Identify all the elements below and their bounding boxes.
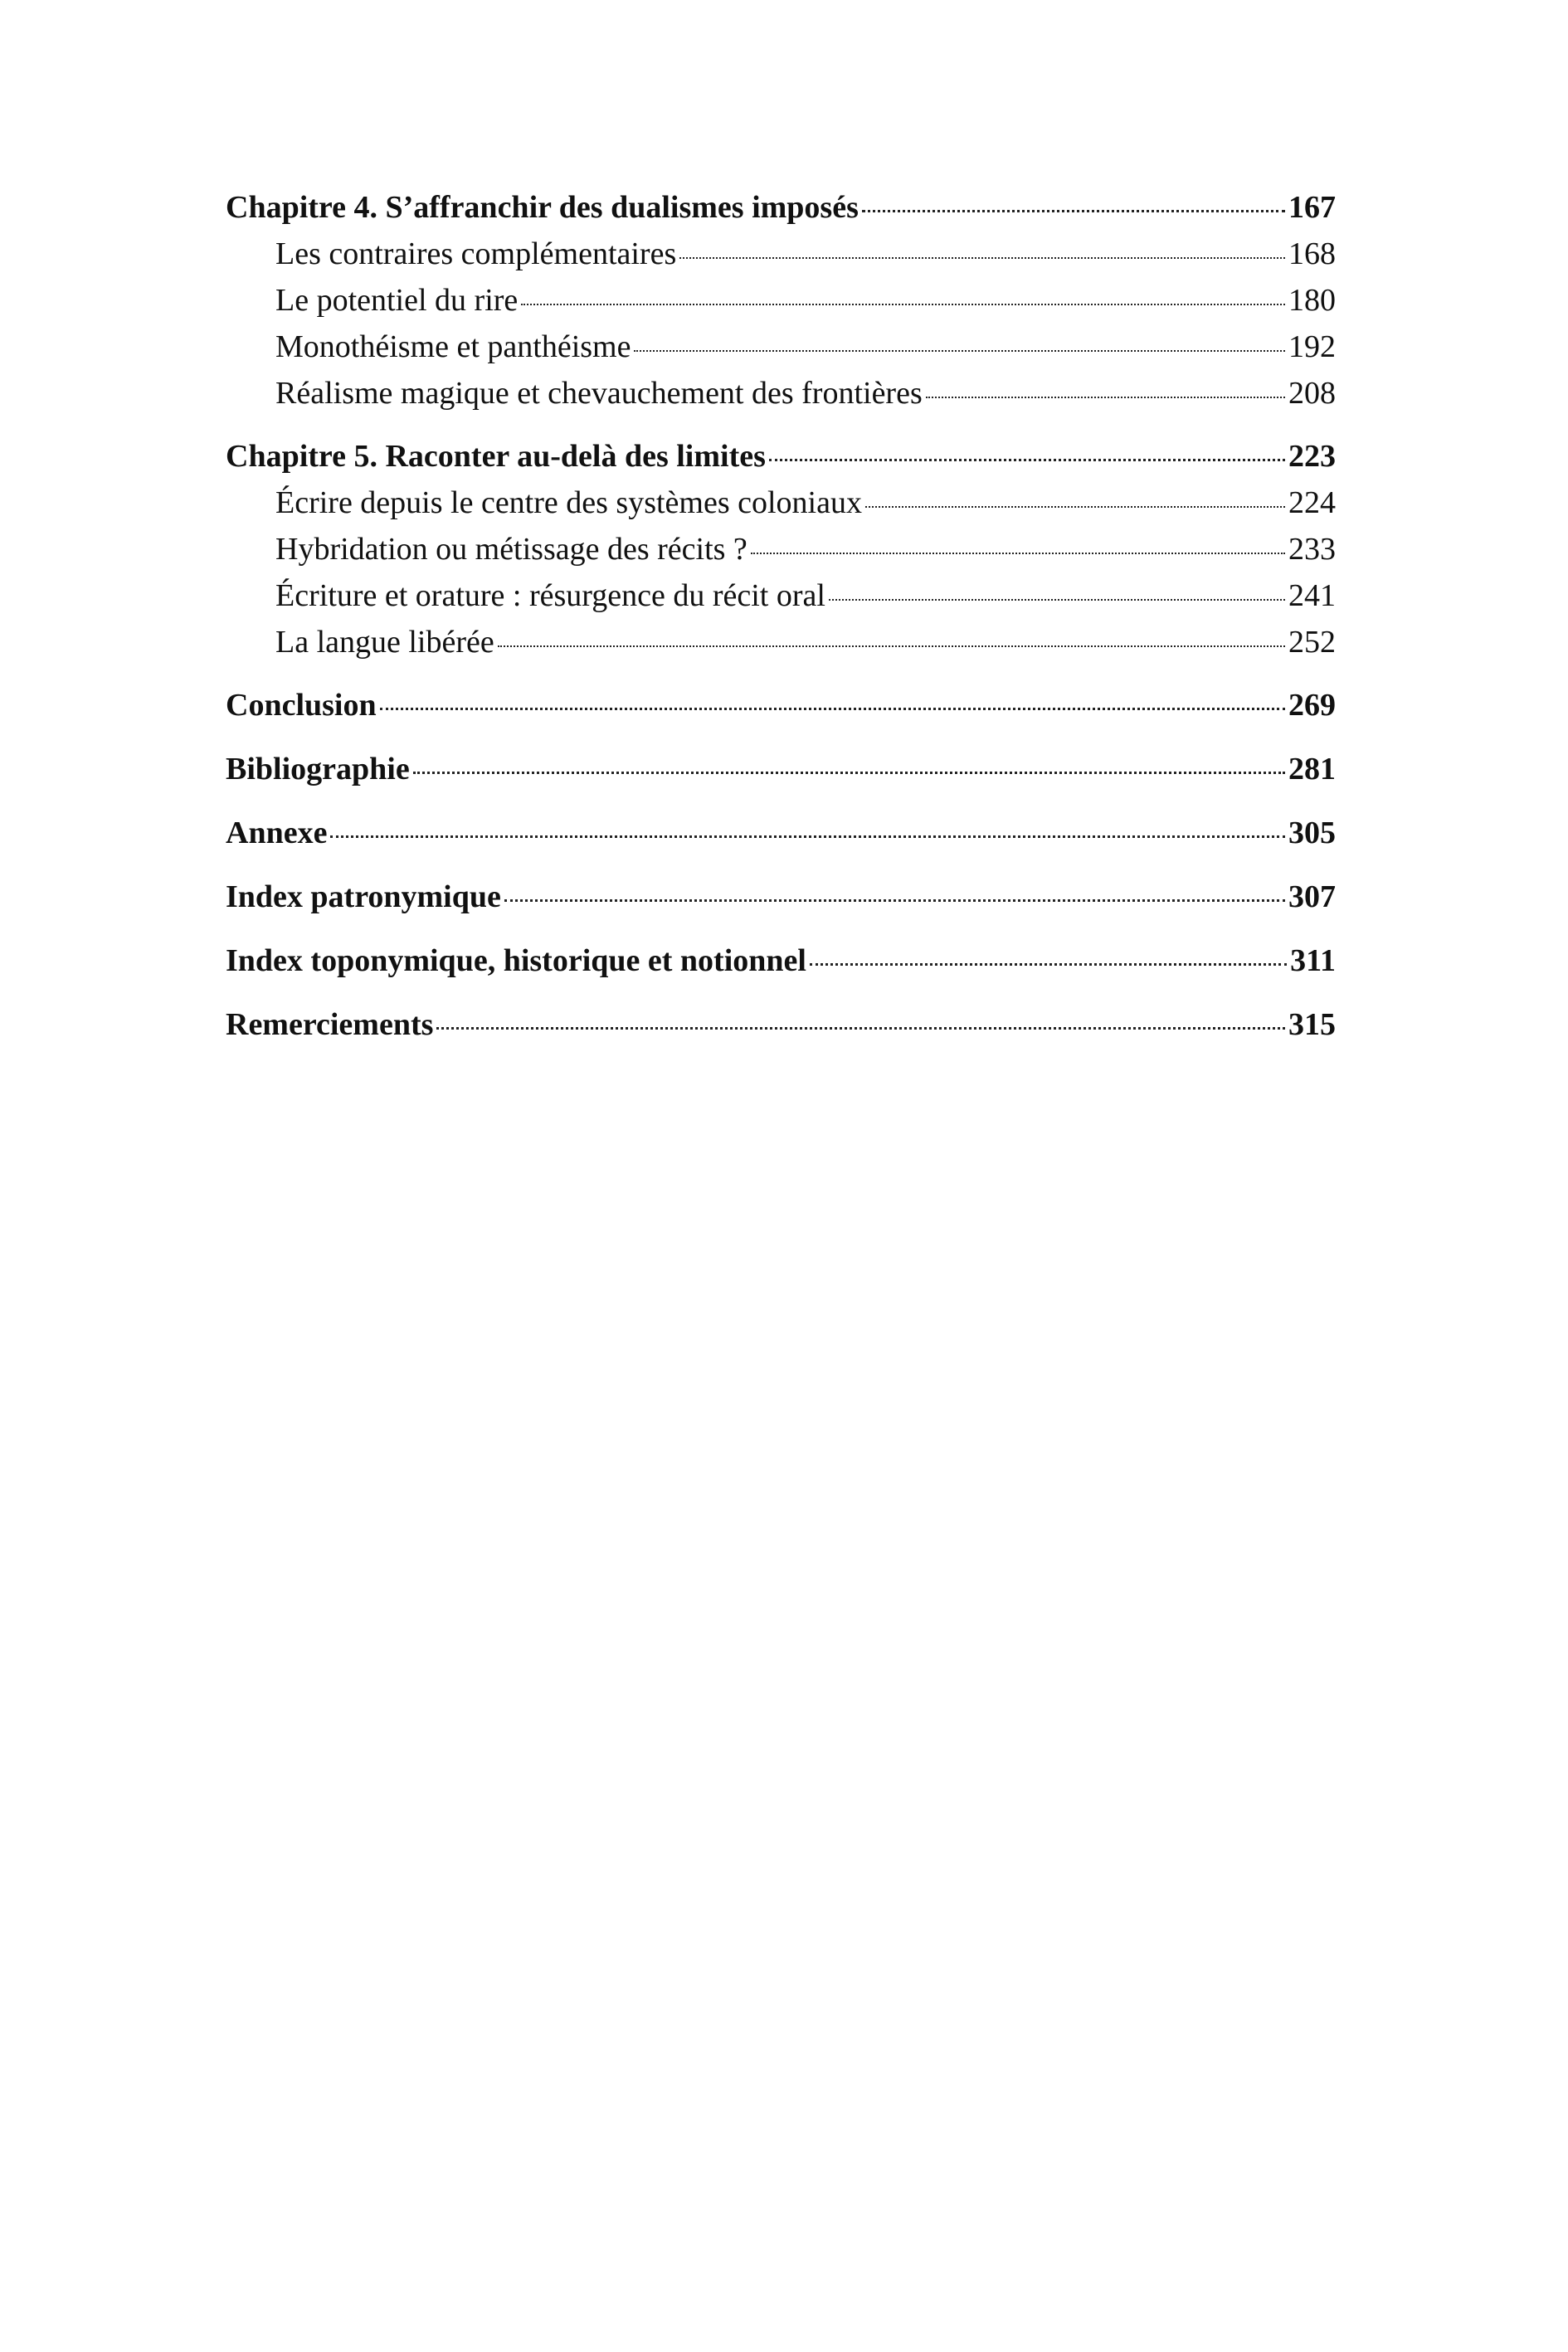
toc-section[interactable] — [226, 480, 1336, 526]
toc-page-number: 168 — [1288, 231, 1336, 277]
dot-leader — [380, 708, 1285, 710]
dot-leader — [413, 772, 1285, 774]
dot-leader — [436, 1027, 1285, 1030]
table-of-contents — [226, 184, 1336, 1048]
toc-entry-title: Monothéisme et panthéisme — [275, 324, 631, 370]
dot-leader — [521, 304, 1285, 305]
toc-entry-title: Réalisme magique et chevauchement des frontières — [275, 370, 923, 416]
chapter-5-group — [226, 433, 1336, 665]
dot-leader — [810, 963, 1287, 966]
toc-bibliographie[interactable] — [226, 746, 1336, 792]
toc-page-number: 315 — [1288, 1001, 1336, 1048]
toc-entry-title: Hybridation ou métissage des récits ? — [275, 526, 747, 572]
toc-page-number: 269 — [1288, 682, 1336, 728]
toc-page-number: 307 — [1288, 874, 1336, 920]
toc-entry-title: Annexe — [226, 810, 327, 856]
toc-entry-title: La langue libérée — [275, 619, 494, 665]
toc-page-number: 167 — [1288, 184, 1336, 231]
backmatter-group — [226, 682, 1336, 1048]
toc-page-number: 224 — [1288, 480, 1336, 526]
toc-section[interactable] — [226, 572, 1336, 619]
toc-section[interactable] — [226, 370, 1336, 416]
dot-leader — [769, 459, 1285, 461]
toc-entry-title: Conclusion — [226, 682, 377, 728]
toc-entry-title: Les contraires complémentaires — [275, 231, 676, 277]
toc-entry-title: Index toponymique, historique et notionnel — [226, 937, 806, 984]
toc-page-number: 192 — [1288, 324, 1336, 370]
toc-section[interactable] — [226, 231, 1336, 277]
dot-leader — [679, 257, 1285, 259]
toc-section[interactable] — [226, 324, 1336, 370]
dot-leader — [504, 899, 1285, 902]
toc-page-number: 252 — [1288, 619, 1336, 665]
toc-section[interactable] — [226, 619, 1336, 665]
toc-section[interactable] — [226, 277, 1336, 324]
toc-annexe[interactable] — [226, 810, 1336, 856]
toc-page-number: 281 — [1288, 746, 1336, 792]
dot-leader — [751, 553, 1285, 554]
dot-leader — [498, 645, 1285, 647]
toc-page-number: 223 — [1288, 433, 1336, 480]
dot-leader — [634, 350, 1285, 352]
toc-index-toponymique[interactable] — [226, 937, 1336, 984]
toc-entry-title: Chapitre 5. Raconter au-delà des limites — [226, 433, 766, 480]
toc-chapter-5[interactable] — [226, 433, 1336, 480]
toc-entry-title: Bibliographie — [226, 746, 410, 792]
toc-conclusion[interactable] — [226, 682, 1336, 728]
toc-entry-title: Remerciements — [226, 1001, 433, 1048]
chapter-4-group — [226, 184, 1336, 416]
toc-page-number: 180 — [1288, 277, 1336, 324]
toc-page-number: 233 — [1288, 526, 1336, 572]
toc-index-patronymique[interactable] — [226, 874, 1336, 920]
toc-section[interactable] — [226, 526, 1336, 572]
dot-leader — [330, 835, 1285, 838]
toc-entry-title: Chapitre 4. S’affranchir des dualismes imposés — [226, 184, 859, 231]
dot-leader — [865, 506, 1285, 508]
toc-entry-title: Le potentiel du rire — [275, 277, 518, 324]
toc-page-number: 311 — [1290, 937, 1336, 984]
toc-entry-title: Index patronymique — [226, 874, 501, 920]
toc-page-number: 208 — [1288, 370, 1336, 416]
dot-leader — [926, 397, 1285, 398]
toc-entry-title: Écrire depuis le centre des systèmes coloniaux — [275, 480, 862, 526]
dot-leader — [829, 599, 1285, 601]
toc-page-number: 305 — [1288, 810, 1336, 856]
toc-chapter-4[interactable] — [226, 184, 1336, 231]
toc-entry-title: Écriture et orature : résurgence du récit oral — [275, 572, 825, 619]
toc-remerciements[interactable] — [226, 1001, 1336, 1048]
toc-page-number: 241 — [1288, 572, 1336, 619]
dot-leader — [862, 210, 1285, 212]
